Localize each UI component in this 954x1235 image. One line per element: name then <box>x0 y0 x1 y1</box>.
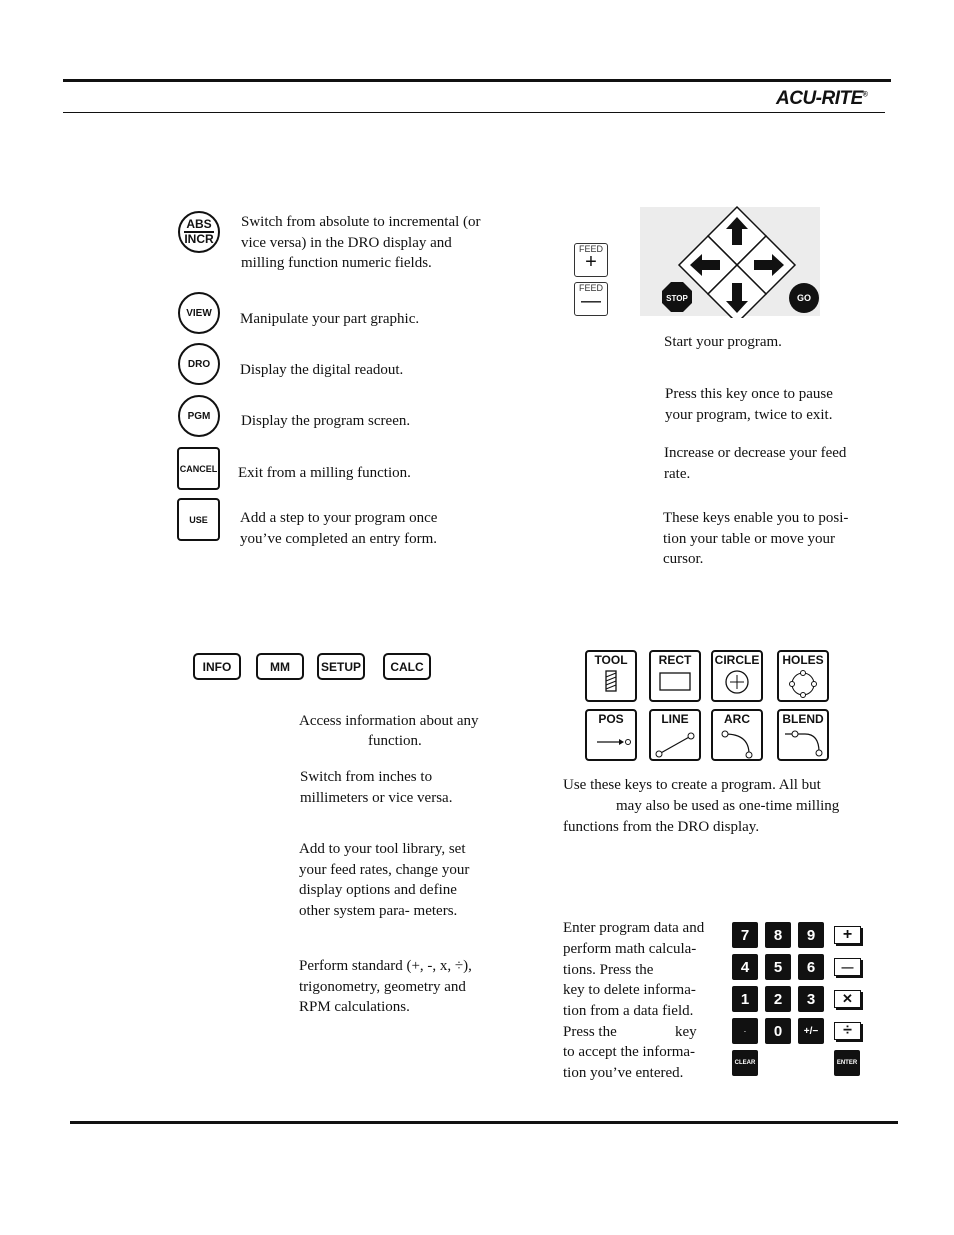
rect-key[interactable] <box>649 650 701 702</box>
go-key[interactable] <box>789 283 819 313</box>
tool-label: TOOL <box>594 653 628 667</box>
feed-decrease-key[interactable] <box>574 282 608 316</box>
blend-icon <box>781 728 825 760</box>
keypad-description-6: Press the <box>563 1024 617 1040</box>
cancel-description: Exit from a milling function. <box>238 465 411 481</box>
mm-key[interactable]: MM <box>256 653 304 680</box>
key-2[interactable]: 2 <box>765 986 791 1012</box>
use-key[interactable]: USE <box>177 498 220 541</box>
stop-label: STOP <box>666 294 688 303</box>
cancel-key[interactable]: CANCEL <box>177 447 220 490</box>
circle-icon <box>723 669 751 695</box>
arc-key[interactable] <box>711 709 763 761</box>
clear-key[interactable]: CLEAR <box>732 1050 758 1076</box>
milling-description-1: Use these keys to create a program. All but <box>563 777 821 793</box>
arrow-keys-description: These keys enable you to posi- tion your table or move your cursor. <box>663 510 849 567</box>
blend-label: BLEND <box>782 712 824 726</box>
view-description: Manipulate your part graphic. <box>240 311 420 327</box>
multiply-key[interactable]: ✕ <box>834 990 861 1008</box>
feed-label: FEED <box>578 283 603 293</box>
circle-key[interactable] <box>711 650 763 702</box>
key-5[interactable]: 5 <box>765 954 791 980</box>
feed-plus-symbol: + <box>585 251 597 273</box>
key-8[interactable]: 8 <box>765 922 791 948</box>
stop-description: Press this key once to pause your program, twice to exit. <box>665 386 833 423</box>
blend-key[interactable] <box>777 709 829 761</box>
keypad-description-8: to accept the informa- <box>563 1044 696 1060</box>
footer-rule <box>70 1121 898 1124</box>
circle-label: CIRCLE <box>714 653 760 667</box>
go-label: GO <box>796 293 812 303</box>
keypad-description-1: Enter program data and <box>563 920 705 936</box>
use-description: Add a step to your program once you’ve completed an entry form. <box>240 510 438 547</box>
info-description-1: Access information about any <box>299 713 479 729</box>
header-rule-bottom <box>63 112 885 113</box>
feed-label: FEED <box>578 244 603 254</box>
arc-label: ARC <box>724 712 750 726</box>
position-arrow-icon <box>591 728 631 754</box>
divide-key[interactable]: ÷ <box>834 1022 861 1040</box>
feed-description: Increase or decrease your feed rate. <box>664 445 847 482</box>
milling-description-2: may also be used as one-time milling <box>616 798 840 814</box>
keypad-description-5: tion from a data field. <box>563 1003 694 1019</box>
subtract-key[interactable]: — <box>834 958 861 976</box>
milling-description-3: functions from the DRO display. <box>563 819 760 835</box>
header-rule-top <box>63 79 891 82</box>
feed-increase-key[interactable] <box>574 243 608 277</box>
line-icon <box>653 728 697 758</box>
key-decimal[interactable]: . <box>732 1018 758 1044</box>
calc-description: Perform standard (+, -, x, ÷), trigonometry, geometry and RPM calculations. <box>299 958 472 1015</box>
calc-key[interactable]: CALC <box>383 653 431 680</box>
keypad-description-2: perform math calcula- <box>563 941 697 957</box>
holes-label: HOLES <box>782 653 824 667</box>
abs-label: ABS <box>186 217 212 231</box>
info-key[interactable]: INFO <box>193 653 241 680</box>
rect-label: RECT <box>658 653 692 667</box>
dro-description: Display the digital readout. <box>240 362 404 378</box>
setup-description: Add to your tool library, set your feed rates, change your display options and define other system para- meters. <box>299 841 470 919</box>
incr-label: INCR <box>184 232 214 246</box>
key-3[interactable]: 3 <box>798 986 824 1012</box>
brand-logo: ACU-RITE® <box>776 88 868 109</box>
pos-key[interactable] <box>585 709 637 761</box>
key-1[interactable]: 1 <box>732 986 758 1012</box>
key-6[interactable]: 6 <box>798 954 824 980</box>
keypad-description-3: tions. Press the <box>563 962 654 978</box>
bolt-hole-icon <box>787 669 819 699</box>
view-key[interactable]: VIEW <box>178 292 220 334</box>
info-description-2: function. <box>368 733 422 749</box>
key-4[interactable]: 4 <box>732 954 758 980</box>
key-7[interactable]: 7 <box>732 922 758 948</box>
arrow-keys-graphic <box>640 205 820 318</box>
line-label: LINE <box>661 712 689 726</box>
feed-minus-symbol: — <box>581 290 601 312</box>
key-9[interactable]: 9 <box>798 922 824 948</box>
pgm-key[interactable]: PGM <box>178 395 220 437</box>
mm-description: Switch from inches to millimeters or vice versa. <box>300 769 453 806</box>
keypad-description-9: tion you’ve entered. <box>563 1065 684 1081</box>
abs-incr-description: Switch from absolute to incremental (or vice versa) in the DRO display and milling function numeric fields. <box>241 214 481 271</box>
rectangle-icon <box>657 669 693 693</box>
keypad-description-7: key <box>675 1024 697 1040</box>
abs-incr-key[interactable] <box>178 211 220 253</box>
pos-label: POS <box>598 712 624 726</box>
holes-key[interactable] <box>777 650 829 702</box>
setup-key[interactable]: SETUP <box>317 653 365 680</box>
line-key[interactable] <box>649 709 701 761</box>
add-key[interactable]: + <box>834 926 861 944</box>
keypad-description-4: key to delete informa- <box>563 982 696 998</box>
tool-icon <box>601 669 621 693</box>
stop-key[interactable] <box>662 282 692 312</box>
dro-key[interactable]: DRO <box>178 343 220 385</box>
enter-key[interactable]: ENTER <box>834 1050 860 1076</box>
plus-minus-key[interactable]: +/− <box>798 1018 824 1044</box>
key-0[interactable]: 0 <box>765 1018 791 1044</box>
go-description: Start your program. <box>664 334 782 350</box>
arc-icon <box>715 728 759 760</box>
pgm-description: Display the program screen. <box>241 413 411 429</box>
tool-key[interactable] <box>585 650 637 702</box>
